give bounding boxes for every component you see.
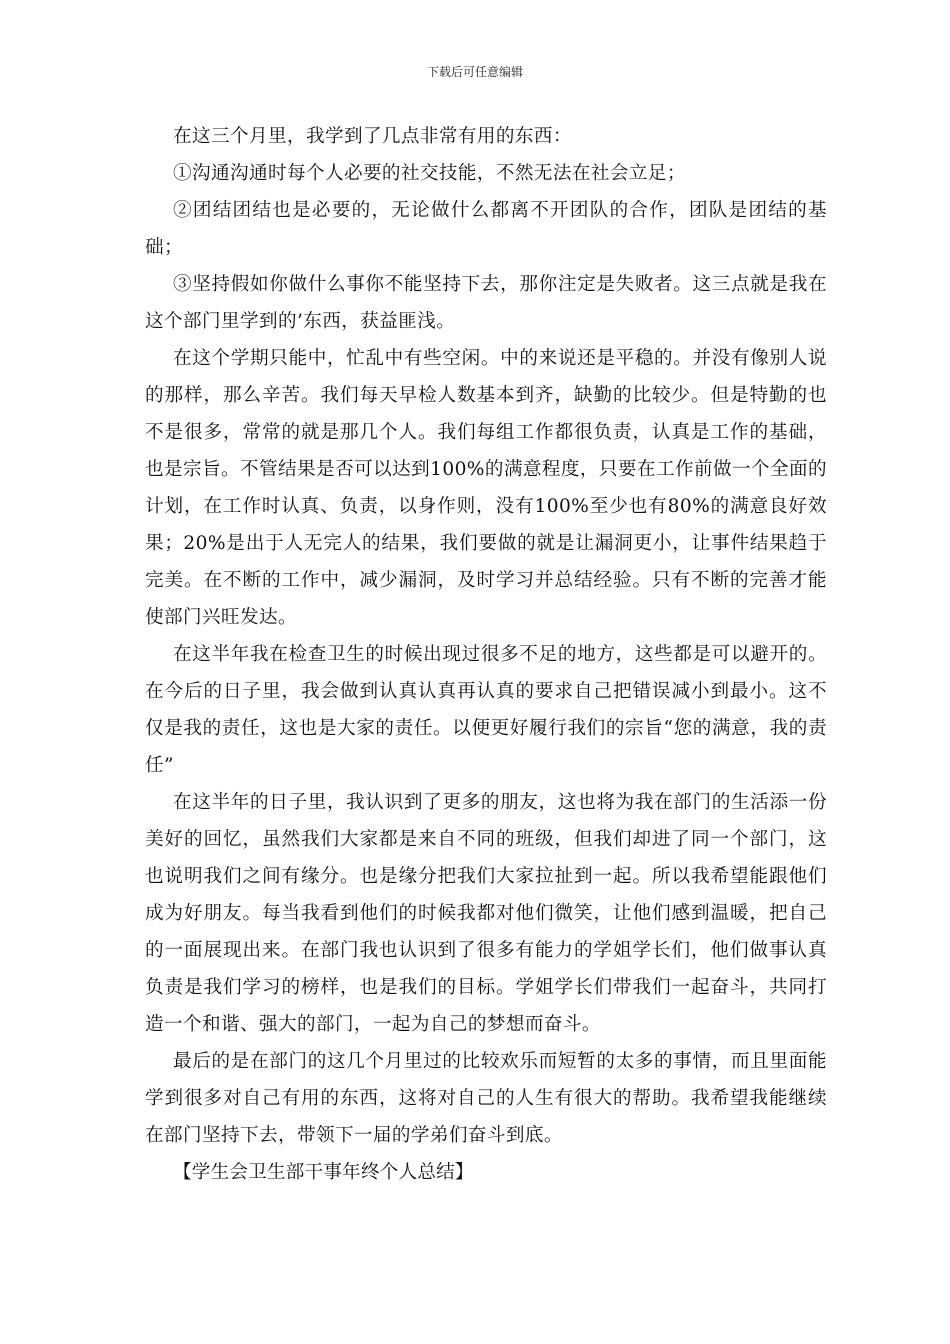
paragraph-point-persistence: ③坚持假如你做什么事你不能坚持下去，那你注定是失败者。这三点就是我在这个部门里学到的’东西，获益匪浅。	[145, 274, 827, 332]
paragraph-semester-work: 在这个学期只能中，忙乱中有些空闲。中的来说还是平稳的。并没有像别人说的那样，那么辛苦。我们每天早检人数基本到齐，缺勤的比较少。但是特勤的也不是很多，常常的就是那几个人。我们每组工作都很负责，认真是工作的基础，也是宗旨。不管结果是否可以达到100%的满意程度，只要在工作前做一个全面的计划，在工作时认真、负责，以身作则，没有100%至少也有80%的满意良好效果；20%是出于人无完人的结果，我们要做的就是让漏洞更小，让事件结果趋于完美。在不断的工作中，减少漏洞，及时学习并总结经验。只有不断的完善才能使部门兴旺发达。	[145, 348, 827, 628]
page-header-note: 下载后可任意编辑	[426, 65, 523, 79]
paragraph-intro: 在这三个月里，我学到了几点非常有用的东西：	[173, 126, 572, 147]
paragraph-point-unity: ②团结团结也是必要的，无论做什么都离不开团队的合作，团队是团结的基础；	[145, 200, 827, 258]
paragraph-point-communication: ①沟通沟通时每个人必要的社交技能，不然无法在社会立足；	[173, 163, 686, 184]
document-body	[145, 118, 827, 1191]
paragraph-friends: 在这半年的日子里，我认识到了更多的朋友，这也将为我在部门的生活添一份美好的回忆，虽然我们大家都是来自不同的班级，但我们却进了同一个部门，这也说明我们之间有缘分。也是缘分把我们大家拉扯到一起。所以我希望能跟他们成为好朋友。每当我看到他们的时候我都对他们微笑，让他们感到温暖，把自己的一面展现出来。在部门我也认识到了很多有能力的学姐学长们，他们做事认真负责是我们学习的榜样，也是我们的目标。学姐学长们带我们一起奋斗，共同打造一个和谐、强大的部门，一起为自己的梦想而奋斗。	[145, 792, 827, 1035]
closing-title: 【学生会卫生部干事年终个人总结】	[173, 1162, 474, 1183]
paragraph-inspection: 在这半年我在检查卫生的时候出现过很多不足的地方，这些都是可以避开的。在今后的日子里，我会做到认真认真再认真的要求自己把错误减小到最小。这不仅是我的责任，这也是大家的责任。以便更好履行我们的宗旨“您的满意，我的责任”	[145, 644, 827, 776]
paragraph-conclusion: 最后的是在部门的这几个月里过的比较欢乐而短暂的太多的事情，而且里面能学到很多对自己有用的东西，这将对自己的人生有很大的帮助。我希望我能继续在部门坚持下去，带领下一届的学弟们奋斗到底。	[145, 1051, 827, 1146]
